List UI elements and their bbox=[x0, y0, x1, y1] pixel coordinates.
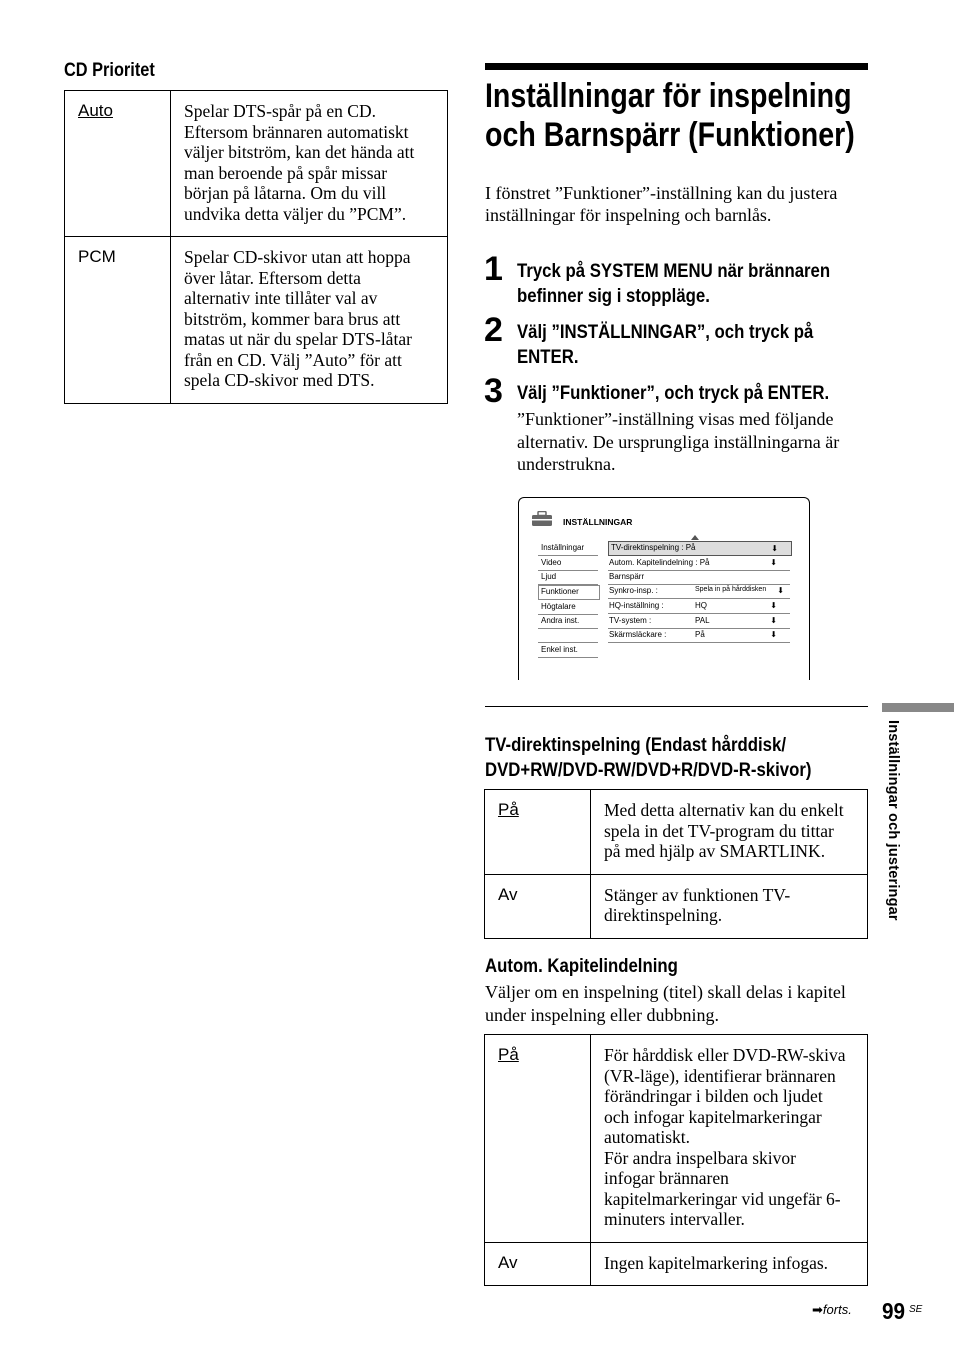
step-3-text: Välj ”Funktioner”, och tryck på ENTER. bbox=[517, 382, 830, 404]
option-description: Ingen kapitelmarkering infogas. bbox=[591, 1242, 868, 1286]
table-row bbox=[485, 1242, 868, 1286]
table-row bbox=[485, 874, 868, 938]
menu-option[interactable]: TV-system : PAL ⬇ bbox=[608, 614, 790, 629]
down-arrow-icon: ⬇ bbox=[770, 601, 777, 610]
step-3-body: ”Funktioner”-inställning visas med följande alternativ. De ursprungliga inställningarna är understrukna. bbox=[517, 409, 840, 474]
menu-side-item bbox=[538, 628, 598, 643]
option-key: Auto bbox=[65, 91, 171, 237]
menu-side-item[interactable]: Enkel inst. bbox=[538, 643, 598, 658]
page-suffix: SE bbox=[909, 1304, 923, 1315]
right-arrow-icon: ➡ bbox=[812, 1302, 823, 1317]
step-number-3: 3 bbox=[484, 372, 503, 410]
cd-prioritet-heading: CD Prioritet bbox=[64, 60, 155, 81]
step-number-1: 1 bbox=[484, 250, 503, 288]
menu-title: INSTÄLLNINGAR bbox=[563, 517, 633, 527]
option-key: Av bbox=[485, 874, 591, 938]
down-arrow-icon: ⬇ bbox=[771, 544, 778, 553]
table-row bbox=[65, 91, 448, 237]
page-title: Inställningar för inspelning och Barnspärr (Funktioner) bbox=[485, 77, 855, 154]
title-rule bbox=[485, 63, 868, 70]
down-arrow-icon: ⬇ bbox=[777, 586, 784, 595]
menu-option[interactable]: Autom. Kapitelindelning : På ⬇ bbox=[608, 556, 790, 571]
page-number: 99 bbox=[882, 1298, 906, 1324]
step-2-text: Välj ”INSTÄLLNINGAR”, och tryck på ENTER. bbox=[517, 321, 814, 368]
menu-option[interactable]: Barnspärr bbox=[608, 570, 790, 585]
table-row bbox=[485, 790, 868, 875]
option-description: Med detta alternativ kan du enkelt spela in det TV-program du tittar på med hjälp av SMARTLINK. bbox=[591, 790, 868, 875]
menu-side-item[interactable]: Andra inst. bbox=[538, 614, 598, 629]
down-arrow-icon: ⬇ bbox=[770, 616, 777, 625]
option-description: Spelar DTS-spår på en CD. Eftersom brännaren automatiskt väljer bitström, kan det hända att man beroende på spår missar början på låtarna. Om du vill undvika detta väljer du ”PCM”. bbox=[171, 91, 448, 237]
menu-option[interactable]: Synkro-insp. : Spela in på hårddisken ⬇ bbox=[608, 584, 790, 599]
menu-option[interactable]: HQ-inställning : HQ ⬇ bbox=[608, 599, 790, 614]
tv-direct-heading: TV-direktinspelning (Endast hårddisk/ DVD+RW/DVD-RW/DVD+R/DVD-R-skivor) bbox=[485, 734, 812, 781]
intro-text: I fönstret ”Funktioner”-inställning kan du justera inställningar för inspelning och barnlås. bbox=[485, 183, 838, 225]
continued-label: ➡forts. bbox=[812, 1302, 852, 1317]
option-description: Spelar CD-skivor utan att hoppa över låtar. Eftersom detta alternativ inte tillåter val av bitström, kommer bara brus att matas ut när du spelar DTS-låtar från en CD. Välj ”Auto” för att spela CD-skivor med DTS. bbox=[171, 237, 448, 404]
side-tab-bar bbox=[882, 703, 954, 712]
step-number-2: 2 bbox=[484, 311, 503, 349]
option-key: På bbox=[485, 790, 591, 875]
autom-table bbox=[484, 1034, 868, 1286]
table-row bbox=[65, 237, 448, 404]
menu-option[interactable]: Skärmsläckare : På ⬇ bbox=[608, 628, 790, 643]
menu-side-item-selected[interactable]: Funktioner bbox=[538, 585, 600, 600]
up-arrow-icon bbox=[691, 535, 699, 540]
step-1-text: Tryck på SYSTEM MENU när brännaren befinner sig i stoppläge. bbox=[517, 260, 831, 307]
settings-menu-screenshot bbox=[518, 497, 810, 680]
down-arrow-icon: ⬇ bbox=[770, 630, 777, 639]
option-description: För hårddisk eller DVD-RW-skiva (VR-läge), identifierar brännaren förändringar i bilden och ljudet och infogar kapitelmarkeringar automatiskt. För andra inspelbara skivor infogar brännaren kapitelmarkeringar vid ungefär 6- minuters intervaller. bbox=[591, 1035, 868, 1243]
autom-heading: Autom. Kapitelindelning bbox=[485, 955, 678, 977]
down-arrow-icon: ⬇ bbox=[770, 558, 777, 567]
autom-description: Väljer om en inspelning (titel) skall delas i kapitel under inspelning eller dubbning. bbox=[485, 982, 846, 1025]
toolbox-icon bbox=[531, 511, 553, 527]
menu-side-item[interactable]: Högtalare bbox=[538, 600, 598, 615]
option-description: Stänger av funktionen TV- direktinspelning. bbox=[591, 874, 868, 938]
menu-side-item[interactable]: Video bbox=[538, 556, 598, 571]
cd-prioritet-table bbox=[64, 90, 448, 404]
option-key: På bbox=[485, 1035, 591, 1243]
menu-side-item[interactable]: Ljud bbox=[538, 570, 598, 585]
table-row bbox=[485, 1035, 868, 1243]
option-key: Av bbox=[485, 1242, 591, 1286]
option-key: PCM bbox=[65, 237, 171, 404]
menu-side-item[interactable]: Inställningar bbox=[538, 541, 598, 556]
section-divider bbox=[485, 706, 868, 707]
menu-option-highlighted[interactable]: TV-direktinspelning : På ⬇ bbox=[608, 541, 792, 556]
tv-direct-table bbox=[484, 789, 868, 939]
side-tab-label: Inställningar och justeringar bbox=[885, 720, 901, 921]
